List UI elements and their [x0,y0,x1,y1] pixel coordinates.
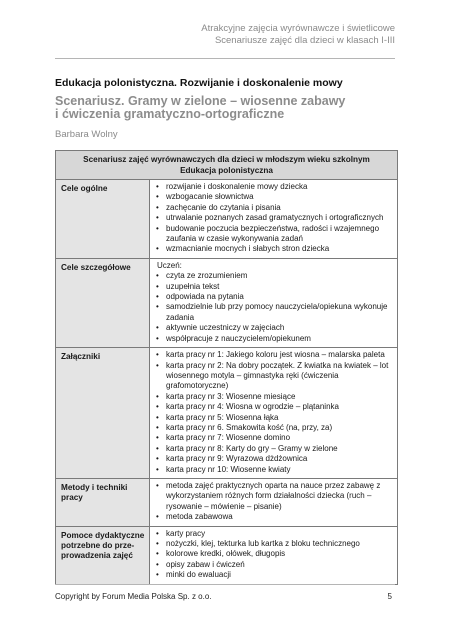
list-item: • wzbogacanie słownictwa [155,192,393,202]
list-item: • karta pracy nr 10: Wiosenne kwiaty [155,465,393,475]
running-header-line2: Scenariusze zajęć dla dzieci w klasach I-III [214,35,395,46]
page-title-line2: i ćwiczenia gramatyczno-ortograficzne [55,107,285,121]
table-row [56,258,398,347]
list-item: • karta pracy nr 2: Na dobry początek. Z kwiatka na kwiatek – lot wiosennego motyla – gimnastyka ręki (ćwiczenia grafomotoryczne) [155,361,393,392]
row-content [150,478,398,526]
list-item: • czyta ze zrozumieniem [155,271,393,281]
list-item: • uzupełnia tekst [155,282,393,292]
row-label: Metody i techniki pracy [56,478,150,526]
row-label: Załączniki [56,348,150,479]
list-item: • karta pracy nr 1: Jakiego koloru jest wiosna – malarska paleta [155,350,393,360]
table-row [56,348,398,479]
list-item: • budowanie poczucia bezpieczeństwa, radości i wzajemnego zaufania w czasie wykonywania zadań [155,224,393,245]
table-header-cell [56,151,398,180]
page-number: 5 [387,592,392,601]
list-item: • nożyczki, klej, tekturka lub kartka z bloku technicznego [155,539,393,549]
list-item: • karty pracy [155,529,393,539]
header-divider [55,58,395,59]
table-row [56,526,398,584]
list-item: • kolorowe kredki, ołówek, długopis [155,549,393,559]
list-item: • odpowiada na pytania [155,292,393,302]
list-item: • metoda zabawowa [155,512,393,522]
row-label: Pomoce dydaktyczne potrzebne do prze-prowadzenia zajęć [56,526,150,584]
list-item: • utrwalanie poznanych zasad gramatycznych i ortograficznych [155,213,393,223]
page-title-line1: Scenariusz. Gramy w zielone – wiosenne zabawy [55,94,346,108]
list-item: • samodzielnie lub przy pomocy nauczyciela/opiekuna wykonuje zadania [155,302,393,323]
running-header-line1: Atrakcyjne zajęcia wyrównawcze i świetlicowe [201,23,395,34]
list-item: • minki do ewaluacji [155,570,393,580]
list-item: • zachęcanie do czytania i pisania [155,203,393,213]
row-label: Cele ogólne [56,180,150,259]
bullet-list [155,271,393,344]
bullet-list [155,529,393,581]
row-content [150,526,398,584]
row-label: Cele szczegółowe [56,258,150,347]
list-item: • karta pracy nr 8: Karty do gry – Gramy w zielone [155,444,393,454]
footer-divider [55,584,395,585]
list-item: • aktywnie uczestniczy w zajęciach [155,323,393,333]
row-intro: Uczeń: [157,260,182,270]
list-item: • karta pracy nr 5: Wiosenna łąka [155,413,393,423]
list-item: • wzmacnianie mocnych i słabych stron dziecka [155,244,393,254]
bullet-list [155,481,393,523]
list-item: • opisy zabaw i ćwiczeń [155,560,393,570]
table-row [56,478,398,526]
running-header [201,23,395,47]
author-name: Barbara Wolny [55,129,118,140]
row-content [150,180,398,259]
list-item: • karta pracy nr 4: Wiosna w ogrodzie – plątaninka [155,402,393,412]
list-item: • karta pracy nr 7: Wiosenne domino [155,433,393,443]
section-heading: Edukacja polonistyczna. Rozwijanie i doskonalenie mowy [55,77,343,89]
table-header-line1: Scenariusz zajęć wyrównawczych dla dzieci w młodszym wieku szkolnym [83,155,370,164]
table-header-row [56,151,398,180]
list-item: • karta pracy nr 9: Wyrazowa dżdżownica [155,454,393,464]
bullet-list [155,350,393,475]
list-item: • metoda zajęć praktycznych oparta na nauce przez zabawę z wykorzystaniem różnych form działalności dziecka (ruch – rysowanie – mówienie – pisanie) [155,481,393,512]
list-item: • karta pracy nr 3: Wiosenne miesiące [155,392,393,402]
lesson-plan-table [55,150,398,585]
row-content [150,258,398,347]
list-item: • karta pracy nr 6. Smakowita kość (na, przy, za) [155,423,393,433]
list-item: • rozwijanie i doskonalenie mowy dziecka [155,182,393,192]
list-item: • współpracuje z nauczycielem/opiekunem [155,334,393,344]
copyright-footer: Copyright by Forum Media Polska Sp. z o.o. [55,592,212,601]
bullet-list [155,182,393,255]
page-title [55,95,400,121]
table-row [56,180,398,259]
table-header-line2: Edukacja polonistyczna [180,166,273,175]
row-content [150,348,398,479]
